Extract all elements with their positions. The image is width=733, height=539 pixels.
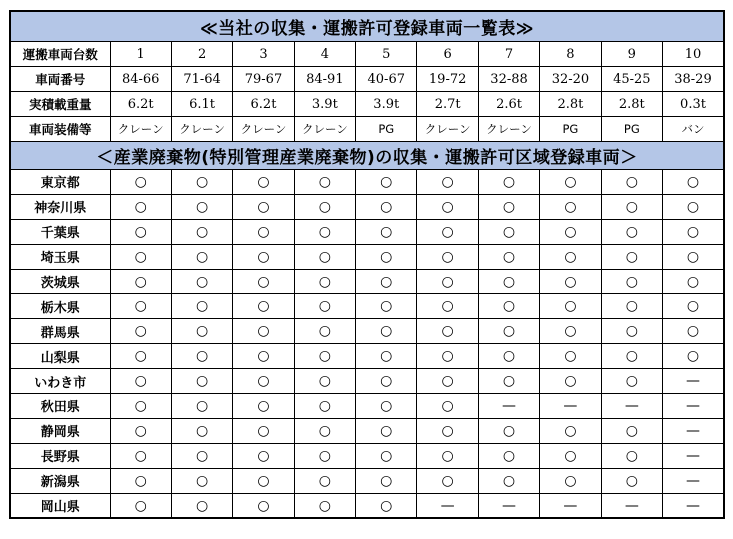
- permit-mark: ○: [110, 418, 171, 443]
- region-name: 山梨県: [10, 344, 110, 369]
- region-row: [10, 468, 724, 493]
- permit-mark: ○: [233, 443, 294, 468]
- permit-mark: —: [540, 394, 601, 419]
- permit-mark: ○: [601, 269, 662, 294]
- region-name: 茨城県: [10, 269, 110, 294]
- region-row: [10, 269, 724, 294]
- permit-mark: ○: [294, 244, 355, 269]
- row-label-plate: 車両番号: [10, 67, 110, 92]
- load-capacity-cell: 2.8t: [601, 92, 662, 117]
- permit-mark: ○: [540, 294, 601, 319]
- permit-mark: ○: [110, 219, 171, 244]
- permit-mark: ○: [356, 468, 417, 493]
- permit-mark: ○: [171, 468, 232, 493]
- row-label-load: 実積載重量: [10, 92, 110, 117]
- permit-mark: ○: [478, 219, 539, 244]
- plate-number-cell: 79-67: [233, 67, 294, 92]
- permit-mark: —: [417, 493, 478, 518]
- load-capacity-cell: 2.6t: [478, 92, 539, 117]
- permit-mark: ○: [478, 369, 539, 394]
- permit-mark: ○: [110, 468, 171, 493]
- permit-mark: ○: [663, 344, 724, 369]
- vehicle-registry-document: [9, 10, 723, 519]
- region-row: [10, 294, 724, 319]
- permit-mark: ○: [110, 493, 171, 518]
- equipment-cell: クレーン: [110, 117, 171, 142]
- plate-number-cell: 19-72: [417, 67, 478, 92]
- permit-mark: ○: [356, 344, 417, 369]
- permit-mark: ○: [294, 194, 355, 219]
- permit-mark: ○: [233, 269, 294, 294]
- permit-mark: ○: [233, 344, 294, 369]
- permit-mark: ○: [478, 244, 539, 269]
- permit-mark: ○: [601, 369, 662, 394]
- permit-mark: ○: [417, 294, 478, 319]
- equipment-cell: クレーン: [294, 117, 355, 142]
- permit-mark: ○: [417, 394, 478, 419]
- permit-mark: ○: [417, 319, 478, 344]
- region-name: 栃木県: [10, 294, 110, 319]
- permit-mark: ○: [110, 194, 171, 219]
- region-name: 群馬県: [10, 319, 110, 344]
- permit-mark: —: [478, 394, 539, 419]
- permit-mark: ○: [171, 244, 232, 269]
- permit-mark: ○: [601, 344, 662, 369]
- permit-mark: ○: [663, 170, 724, 195]
- plate-number-cell: 84-91: [294, 67, 355, 92]
- permit-mark: —: [663, 443, 724, 468]
- permit-mark: ○: [356, 194, 417, 219]
- permit-mark: ○: [540, 344, 601, 369]
- permit-mark: —: [601, 394, 662, 419]
- permit-mark: ○: [233, 170, 294, 195]
- info-row-load: [10, 92, 724, 117]
- plate-number-cell: 32-20: [540, 67, 601, 92]
- permit-mark: ○: [663, 319, 724, 344]
- permit-mark: ○: [110, 394, 171, 419]
- region-row: [10, 493, 724, 518]
- permit-mark: ○: [417, 269, 478, 294]
- permit-mark: ○: [356, 244, 417, 269]
- permit-mark: ○: [233, 194, 294, 219]
- permit-mark: ○: [233, 219, 294, 244]
- plate-number-cell: 84-66: [110, 67, 171, 92]
- permit-mark: ○: [233, 294, 294, 319]
- permit-mark: —: [601, 493, 662, 518]
- vehicle-number-cell: 1: [110, 42, 171, 67]
- permit-mark: ○: [478, 344, 539, 369]
- permit-mark: ○: [601, 319, 662, 344]
- region-name: 静岡県: [10, 418, 110, 443]
- permit-mark: ○: [478, 319, 539, 344]
- permit-mark: ○: [356, 269, 417, 294]
- permit-mark: ○: [478, 294, 539, 319]
- permit-mark: ○: [171, 493, 232, 518]
- region-section-title: ＜産業廃棄物(特別管理産業廃棄物)の収集・運搬許可区域登録車両＞: [10, 142, 724, 170]
- load-capacity-cell: 2.8t: [540, 92, 601, 117]
- info-row-plate: [10, 67, 724, 92]
- permit-mark: ○: [356, 294, 417, 319]
- permit-mark: ○: [663, 244, 724, 269]
- permit-mark: ○: [294, 468, 355, 493]
- permit-mark: ○: [601, 194, 662, 219]
- permit-mark: ○: [110, 344, 171, 369]
- load-capacity-cell: 3.9t: [294, 92, 355, 117]
- permit-mark: ○: [417, 244, 478, 269]
- equipment-cell: PG: [540, 117, 601, 142]
- vehicle-number-cell: 2: [171, 42, 232, 67]
- vehicle-number-cell: 10: [663, 42, 724, 67]
- permit-mark: ○: [356, 219, 417, 244]
- permit-mark: ○: [294, 418, 355, 443]
- region-row: [10, 244, 724, 269]
- permit-mark: ○: [601, 170, 662, 195]
- equipment-cell: クレーン: [478, 117, 539, 142]
- plate-number-cell: 45-25: [601, 67, 662, 92]
- permit-mark: ○: [356, 493, 417, 518]
- permit-mark: ○: [417, 170, 478, 195]
- row-label-equipment: 車両装備等: [10, 117, 110, 142]
- permit-mark: ○: [540, 369, 601, 394]
- region-row: [10, 219, 724, 244]
- info-row-equipment: [10, 117, 724, 142]
- load-capacity-cell: 6.2t: [233, 92, 294, 117]
- vehicle-number-cell: 9: [601, 42, 662, 67]
- equipment-cell: バン: [663, 117, 724, 142]
- permit-mark: ○: [171, 269, 232, 294]
- document-title: ≪当社の収集・運搬許可登録車両一覧表≫: [10, 11, 724, 42]
- load-capacity-cell: 6.1t: [171, 92, 232, 117]
- region-name: 神奈川県: [10, 194, 110, 219]
- equipment-cell: クレーン: [417, 117, 478, 142]
- permit-mark: ○: [294, 269, 355, 294]
- region-name: 長野県: [10, 443, 110, 468]
- permit-mark: ○: [233, 418, 294, 443]
- permit-mark: ○: [110, 244, 171, 269]
- permit-mark: ○: [417, 418, 478, 443]
- load-capacity-cell: 2.7t: [417, 92, 478, 117]
- permit-mark: ○: [171, 194, 232, 219]
- permit-mark: ○: [294, 344, 355, 369]
- permit-mark: ○: [294, 369, 355, 394]
- permit-mark: ○: [171, 219, 232, 244]
- permit-mark: —: [663, 369, 724, 394]
- region-name: 新潟県: [10, 468, 110, 493]
- permit-mark: ○: [601, 294, 662, 319]
- permit-mark: ○: [294, 394, 355, 419]
- load-capacity-cell: 6.2t: [110, 92, 171, 117]
- permit-mark: ○: [294, 443, 355, 468]
- region-name: いわき市: [10, 369, 110, 394]
- permit-mark: ○: [171, 344, 232, 369]
- plate-number-cell: 71-64: [171, 67, 232, 92]
- permit-mark: ○: [171, 294, 232, 319]
- permit-mark: ○: [417, 194, 478, 219]
- permit-mark: ○: [356, 319, 417, 344]
- permit-mark: ○: [171, 394, 232, 419]
- permit-mark: ○: [171, 369, 232, 394]
- region-row: [10, 344, 724, 369]
- row-label-count: 運搬車両台数: [10, 42, 110, 67]
- permit-mark: ○: [171, 170, 232, 195]
- permit-mark: ○: [601, 244, 662, 269]
- permit-mark: ○: [233, 394, 294, 419]
- permit-mark: ○: [540, 443, 601, 468]
- permit-mark: ○: [294, 219, 355, 244]
- permit-mark: ○: [233, 369, 294, 394]
- permit-mark: ○: [478, 194, 539, 219]
- permit-mark: ○: [417, 369, 478, 394]
- permit-mark: ○: [294, 170, 355, 195]
- permit-mark: ○: [540, 244, 601, 269]
- permit-mark: —: [663, 418, 724, 443]
- equipment-cell: PG: [601, 117, 662, 142]
- vehicle-registry-table: [9, 10, 725, 519]
- vehicle-number-cell: 7: [478, 42, 539, 67]
- permit-mark: ○: [356, 394, 417, 419]
- permit-mark: ○: [417, 344, 478, 369]
- vehicle-number-cell: 3: [233, 42, 294, 67]
- permit-mark: ○: [417, 443, 478, 468]
- permit-mark: —: [663, 493, 724, 518]
- permit-mark: ○: [171, 319, 232, 344]
- permit-mark: ○: [663, 269, 724, 294]
- load-capacity-cell: 0.3t: [663, 92, 724, 117]
- region-row: [10, 319, 724, 344]
- permit-mark: ○: [110, 443, 171, 468]
- info-row-count: [10, 42, 724, 67]
- permit-mark: ○: [478, 269, 539, 294]
- permit-mark: ○: [478, 418, 539, 443]
- permit-mark: ○: [663, 294, 724, 319]
- permit-mark: ○: [540, 219, 601, 244]
- region-row: [10, 394, 724, 419]
- permit-mark: ○: [540, 269, 601, 294]
- permit-mark: ○: [294, 294, 355, 319]
- vehicle-number-cell: 8: [540, 42, 601, 67]
- permit-mark: ○: [540, 418, 601, 443]
- equipment-cell: クレーン: [171, 117, 232, 142]
- permit-mark: ○: [663, 194, 724, 219]
- permit-mark: ○: [110, 369, 171, 394]
- plate-number-cell: 40-67: [356, 67, 417, 92]
- vehicle-number-cell: 6: [417, 42, 478, 67]
- permit-mark: —: [540, 493, 601, 518]
- permit-mark: ○: [110, 269, 171, 294]
- region-row: [10, 443, 724, 468]
- permit-mark: ○: [171, 443, 232, 468]
- permit-mark: ○: [356, 369, 417, 394]
- permit-mark: ○: [233, 493, 294, 518]
- permit-mark: ○: [478, 468, 539, 493]
- permit-mark: ○: [294, 493, 355, 518]
- region-row: [10, 170, 724, 195]
- permit-mark: ○: [601, 219, 662, 244]
- permit-mark: ○: [356, 418, 417, 443]
- equipment-cell: クレーン: [233, 117, 294, 142]
- permit-mark: ○: [233, 468, 294, 493]
- region-name: 千葉県: [10, 219, 110, 244]
- permit-mark: ○: [417, 468, 478, 493]
- equipment-cell: PG: [356, 117, 417, 142]
- permit-mark: ○: [601, 418, 662, 443]
- region-name: 岡山県: [10, 493, 110, 518]
- permit-mark: ○: [110, 170, 171, 195]
- permit-mark: ○: [110, 319, 171, 344]
- permit-mark: ○: [540, 319, 601, 344]
- region-row: [10, 418, 724, 443]
- permit-mark: ○: [233, 244, 294, 269]
- permit-mark: ○: [663, 219, 724, 244]
- plate-number-cell: 38-29: [663, 67, 724, 92]
- vehicle-number-cell: 5: [356, 42, 417, 67]
- permit-mark: ○: [356, 170, 417, 195]
- permit-mark: ○: [540, 468, 601, 493]
- vehicle-number-cell: 4: [294, 42, 355, 67]
- region-row: [10, 194, 724, 219]
- load-capacity-cell: 3.9t: [356, 92, 417, 117]
- permit-mark: —: [663, 394, 724, 419]
- permit-mark: —: [478, 493, 539, 518]
- permit-mark: ○: [540, 194, 601, 219]
- permit-mark: ○: [478, 170, 539, 195]
- permit-mark: ○: [294, 319, 355, 344]
- permit-mark: ○: [171, 418, 232, 443]
- permit-mark: ○: [417, 219, 478, 244]
- permit-mark: ○: [356, 443, 417, 468]
- plate-number-cell: 32-88: [478, 67, 539, 92]
- permit-mark: —: [663, 468, 724, 493]
- permit-mark: ○: [110, 294, 171, 319]
- permit-mark: ○: [233, 319, 294, 344]
- permit-mark: ○: [540, 170, 601, 195]
- permit-mark: ○: [601, 443, 662, 468]
- permit-mark: ○: [478, 443, 539, 468]
- region-name: 埼玉県: [10, 244, 110, 269]
- permit-mark: ○: [601, 468, 662, 493]
- region-name: 秋田県: [10, 394, 110, 419]
- region-name: 東京都: [10, 170, 110, 195]
- region-row: [10, 369, 724, 394]
